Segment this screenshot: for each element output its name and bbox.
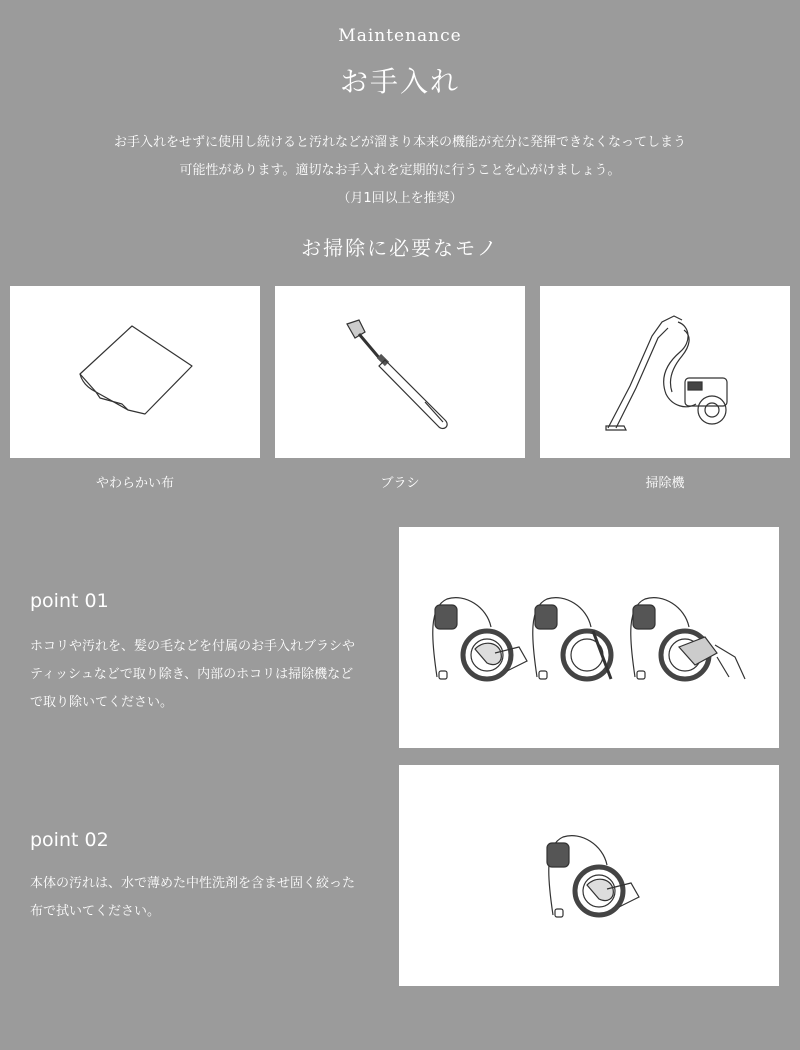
point-text-line: ティッシュなどで取り除き、内部のホコリは掃除機など [30,667,354,682]
point-text-line: 布で拭いてください。 [30,904,161,919]
vacuum-cleaner-icon [540,286,790,458]
item-card-cloth [10,286,260,458]
point-text-line: で取り除いてください。 [30,695,174,710]
intro-text-line: お手入れをせずに使用し続けると汚れなどが溜まり本来の機能が充分に発揮できなくなってしまう [113,135,686,150]
point-text-line: ホコリや汚れを、髪の毛などを付属のお手入れブラシや [30,639,356,654]
point-description [30,870,390,926]
cloth-icon [10,286,260,458]
wipe-body-illustration [399,765,779,986]
point-description [30,633,390,717]
point-text-line: 本体の汚れは、水で薄めた中性洗剤を含ませ固く絞った [30,876,356,891]
item-card-vacuum [540,286,790,458]
section-eyebrow: Maintenance [338,26,462,46]
item-label: やわらかい布 [95,476,174,491]
point-title: point 01 [30,590,109,612]
item-label: ブラシ [380,476,420,491]
point-title: point 02 [30,829,109,851]
brush-icon [275,286,525,458]
page-title: お手入れ [339,65,460,98]
point-02-illustration [399,765,779,986]
point-01-illustration [399,527,779,748]
items-section-title: お掃除に必要なモノ [301,236,499,260]
cleaning-steps-illustration [399,527,779,748]
intro-note: （月1回以上を推奨） [337,191,463,206]
intro-text-line: 可能性があります。適切なお手入れを定期的に行うことを心がけましょう。 [179,163,621,178]
item-label: 掃除機 [645,476,685,491]
item-card-brush [275,286,525,458]
